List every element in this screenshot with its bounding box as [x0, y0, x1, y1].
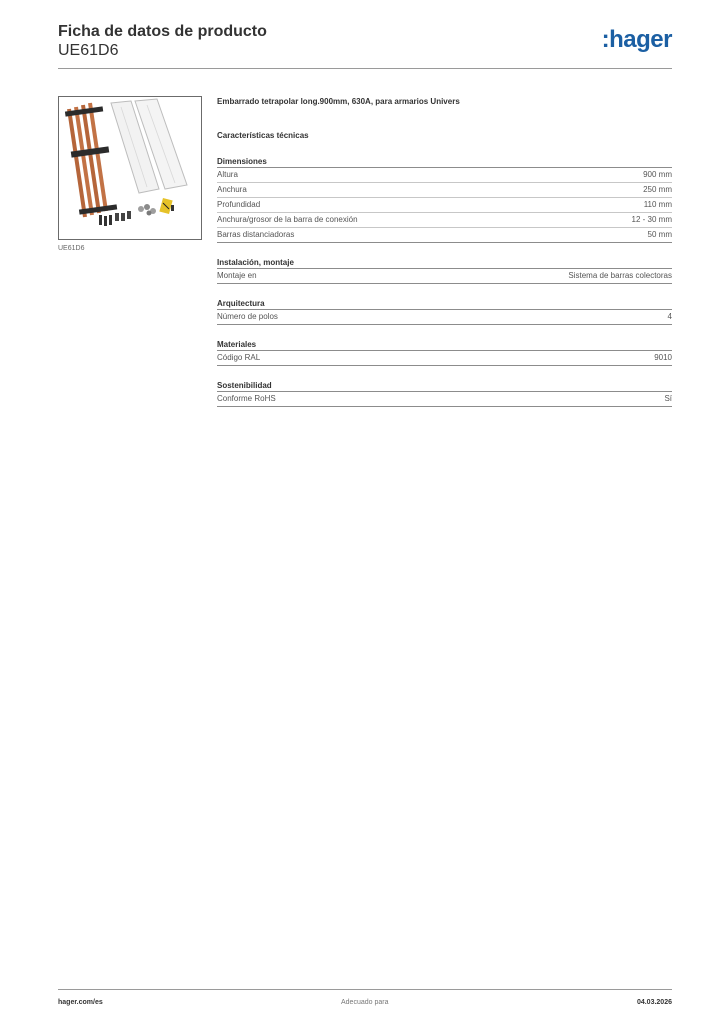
- section-title: Arquitectura: [217, 297, 672, 310]
- spec-value: 9010: [654, 353, 672, 362]
- footer-note: Adecuado para: [341, 999, 389, 1006]
- spec-label: Conforme RoHS: [217, 394, 276, 403]
- website-link[interactable]: hager.com/es: [58, 999, 103, 1006]
- spec-value: 4: [667, 312, 672, 321]
- spec-value: Sistema de barras colectoras: [568, 271, 672, 280]
- spec-label: Barras distanciadoras: [217, 230, 295, 239]
- spec-label: Número de polos: [217, 312, 278, 321]
- section-instalacion: [217, 256, 672, 284]
- spec-row: [217, 392, 672, 407]
- section-title: Sostenibilidad: [217, 379, 672, 392]
- technical-characteristics-heading: Características técnicas: [217, 131, 309, 140]
- spec-row: [217, 168, 672, 183]
- spec-row: [217, 351, 672, 366]
- spec-label: Profundidad: [217, 200, 261, 209]
- spec-row: [217, 310, 672, 325]
- spec-row: [217, 213, 672, 228]
- image-caption: UE61D6: [58, 245, 85, 252]
- spec-label: Montaje en: [217, 271, 257, 280]
- spec-row: [217, 228, 672, 243]
- spec-row: [217, 198, 672, 213]
- section-sostenibilidad: [217, 379, 672, 407]
- product-description: Embarrado tetrapolar long.900mm, 630A, para armarios Univers: [217, 97, 460, 106]
- section-title: Dimensiones: [217, 155, 672, 168]
- busbar-kit-product-photo-icon: [59, 97, 201, 239]
- document-date: 04.03.2026: [636, 999, 672, 1006]
- page-footer: [58, 989, 672, 1013]
- spec-value: 12 - 30 mm: [631, 215, 672, 224]
- product-details: [217, 96, 672, 407]
- spec-value: 250 mm: [643, 185, 672, 194]
- spec-value: Sí: [664, 394, 672, 403]
- section-dimensiones: [217, 155, 672, 243]
- product-reference: UE61D6: [58, 42, 119, 59]
- spec-value: 900 mm: [643, 170, 672, 179]
- spec-value: 50 mm: [647, 230, 672, 239]
- section-title: Materiales: [217, 338, 672, 351]
- spec-row: [217, 269, 672, 284]
- section-arquitectura: [217, 297, 672, 325]
- spec-label: Código RAL: [217, 353, 261, 362]
- document-title: Ficha de datos de producto: [58, 23, 267, 40]
- section-title: Instalación, montaje: [217, 256, 672, 269]
- spec-label: Altura: [217, 170, 238, 179]
- spec-row: [217, 183, 672, 198]
- hager-logo: :hager: [601, 26, 672, 53]
- spec-label: Anchura/grosor de la barra de conexión: [217, 215, 358, 224]
- product-image: [58, 96, 202, 240]
- spec-value: 110 mm: [643, 200, 672, 209]
- spec-label: Anchura: [217, 185, 247, 194]
- section-materiales: [217, 338, 672, 366]
- page-header: [58, 22, 672, 69]
